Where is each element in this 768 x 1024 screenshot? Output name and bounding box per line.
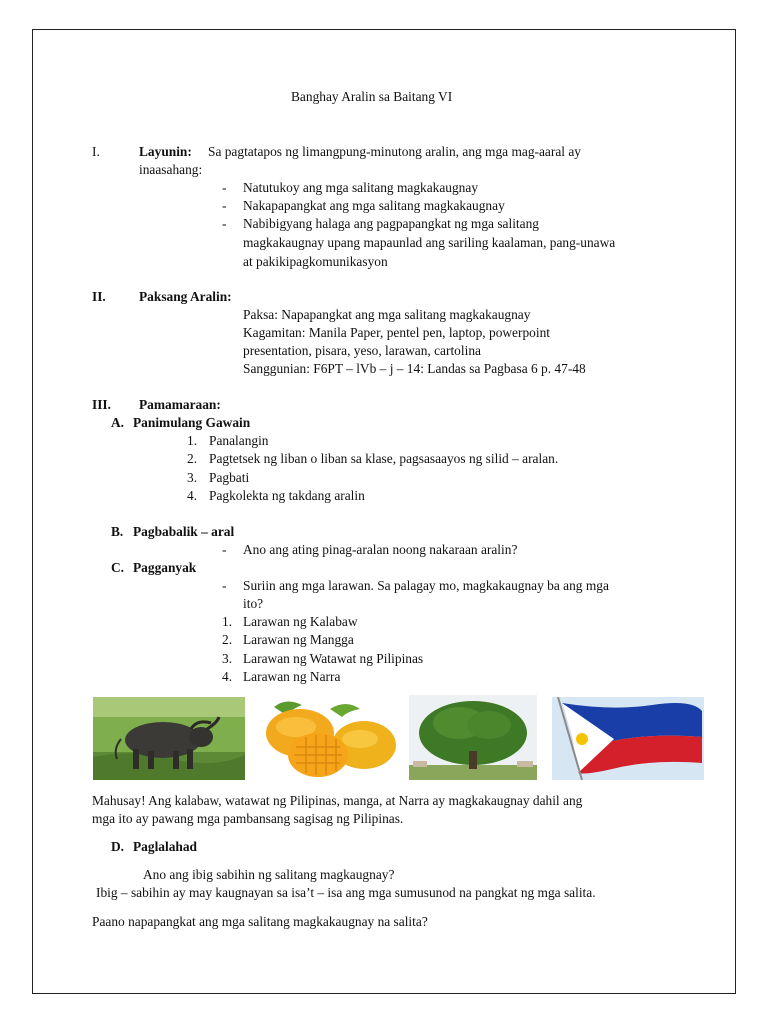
c-text: Suriin ang mga larawan. Sa palagay mo, magkakaugnay ba ang mga bbox=[243, 578, 609, 593]
mango-photo bbox=[256, 695, 396, 780]
subsection-a-label: A. bbox=[111, 415, 125, 430]
kagamitan-line: Kagamitan: Manila Paper, pentel pen, laptop, powerpoint bbox=[243, 325, 550, 340]
summary-text-cont: mga ito ay pawang mga pambansang sagisag ng Pilipinas. bbox=[92, 811, 404, 826]
philippine-flag-photo bbox=[552, 697, 704, 780]
list-item: Larawan ng Kalabaw bbox=[243, 614, 358, 629]
list-number: 3. bbox=[187, 470, 198, 485]
list-number: 1. bbox=[187, 433, 198, 448]
c-bullet: - bbox=[222, 578, 227, 593]
sanggunian-line: Sanggunian: F6PT – lVb – j – 14: Landas sa Pagbasa 6 p. 47-48 bbox=[243, 361, 586, 376]
list-item: Larawan ng Narra bbox=[243, 669, 341, 684]
list-item: Pagtetsek ng liban o liban sa klase, pagsasaayos ng silid – aralan. bbox=[209, 451, 559, 466]
section-1-intro: Sa pagtatapos ng limangpung-minutong aralin, ang mga mag-aaral ay bbox=[208, 144, 581, 159]
subsection-b-label: B. bbox=[111, 524, 124, 539]
objective-bullet: - bbox=[222, 180, 227, 195]
list-number: 3. bbox=[222, 651, 233, 666]
section-2-numeral: II. bbox=[92, 289, 106, 304]
list-item: Pagbati bbox=[209, 470, 250, 485]
subsection-c-heading: Pagganyak bbox=[133, 560, 197, 575]
c-text-cont: ito? bbox=[243, 596, 264, 611]
water-buffalo-photo bbox=[93, 697, 245, 780]
flag-sun-icon bbox=[576, 733, 588, 745]
list-item: Larawan ng Watawat ng Pilipinas bbox=[243, 651, 424, 666]
section-1-numeral: I. bbox=[92, 144, 100, 159]
d-question-2: Paano napapangkat ang mga salitang magkakaugnay na salita? bbox=[92, 914, 428, 929]
section-2-heading: Paksang Aralin: bbox=[139, 289, 232, 304]
paksa-line: Paksa: Napapangkat ang mga salitang magkakaugnay bbox=[243, 307, 531, 322]
list-item: Panalangin bbox=[209, 433, 269, 448]
list-number: 4. bbox=[187, 488, 198, 503]
objective-item: Nakapapangkat ang mga salitang magkakaugnay bbox=[243, 198, 505, 213]
list-item: Pagkolekta ng takdang aralin bbox=[209, 488, 365, 503]
narra-tree-photo bbox=[409, 695, 537, 780]
summary-text: Mahusay! Ang kalabaw, watawat ng Pilipinas, manga, at Narra ay magkakaugnay dahil ang bbox=[92, 793, 583, 808]
objective-item: at pakikipagkomunikasyon bbox=[243, 254, 388, 269]
subsection-b-heading: Pagbabalik – aral bbox=[133, 524, 235, 539]
subsection-d-label: D. bbox=[111, 839, 125, 854]
d-question: Ano ang ibig sabihin ng salitang magkaugnay? bbox=[143, 867, 395, 882]
subsection-a-heading: Panimulang Gawain bbox=[133, 415, 251, 430]
kagamitan-line-cont: presentation, pisara, yeso, larawan, cartolina bbox=[243, 343, 481, 358]
section-1-intro-cont: inaasahang: bbox=[139, 162, 203, 177]
objective-bullet: - bbox=[222, 216, 227, 231]
section-3-heading: Pamamaraan: bbox=[139, 397, 221, 412]
subsection-c-label: C. bbox=[111, 560, 125, 575]
list-item: Larawan ng Mangga bbox=[243, 632, 354, 647]
list-number: 1. bbox=[222, 614, 233, 629]
list-number: 2. bbox=[187, 451, 198, 466]
section-3-numeral: III. bbox=[92, 397, 111, 412]
list-number: 4. bbox=[222, 669, 233, 684]
objective-item: Natutukoy ang mga salitang magkakaugnay bbox=[243, 180, 479, 195]
subsection-d-heading: Paglalahad bbox=[133, 839, 197, 854]
objective-bullet: - bbox=[222, 198, 227, 213]
objective-item: Nabibigyang halaga ang pagpapangkat ng mga salitang bbox=[243, 216, 539, 231]
b-bullet: - bbox=[222, 542, 227, 557]
d-answer: Ibig – sabihin ay may kaugnayan sa isa’t – isa ang mga sumusunod na pangkat ng mga salita. bbox=[96, 885, 596, 900]
b-text: Ano ang ating pinag-aralan noong nakaraan aralin? bbox=[243, 542, 518, 557]
section-1-heading: Layunin: bbox=[139, 144, 192, 159]
objective-item: magkakaugnay upang mapaunlad ang sariling kaalaman, pang-unawa bbox=[243, 235, 616, 250]
list-number: 2. bbox=[222, 632, 233, 647]
document-title: Banghay Aralin sa Baitang VI bbox=[291, 89, 453, 104]
